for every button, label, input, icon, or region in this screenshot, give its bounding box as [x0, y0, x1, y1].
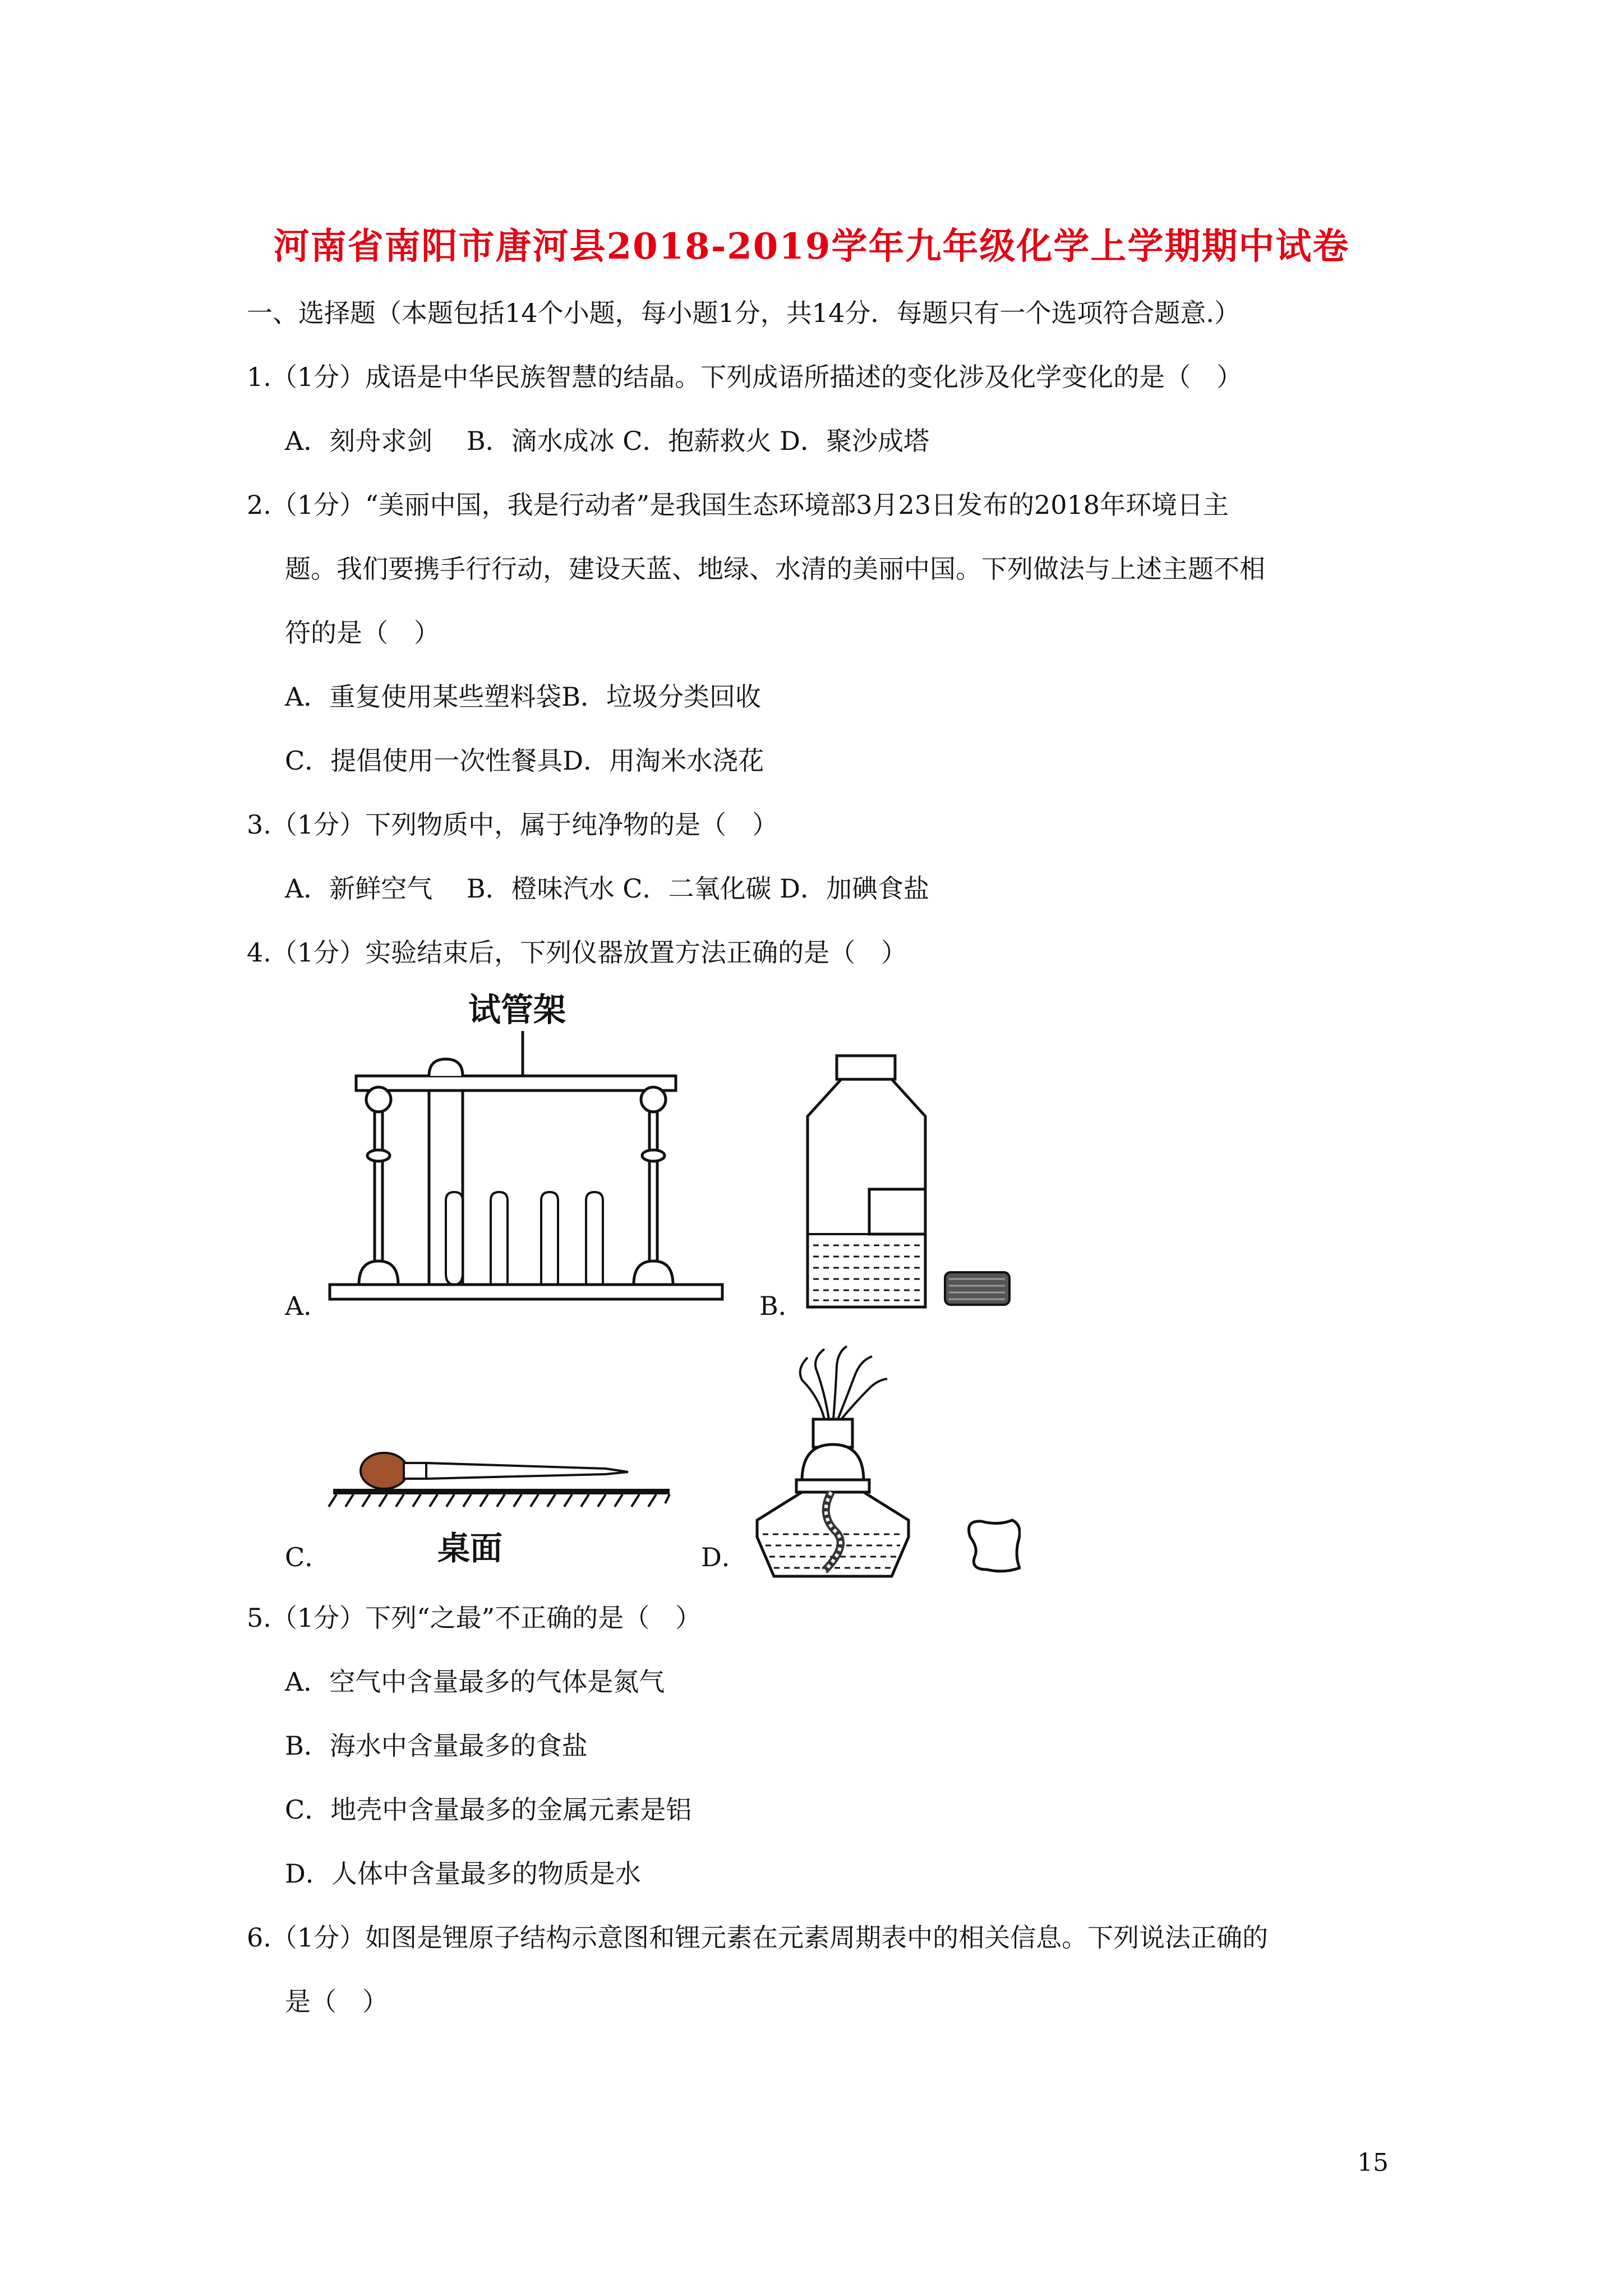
figure-a-label: A． [285, 1291, 330, 1321]
question-5-option-a: A．空气中含量最多的气体是氮气 [285, 1667, 665, 1697]
question-2-stem-line-2: 题。我们要携手行行动，建设天蓝、地绿、水清的美丽中国。下列做法与上述主题不相 [285, 554, 1265, 584]
question-6-stem-line-2: 是（ ） [285, 1986, 388, 2017]
question-5-stem: 5.（1分）下列“之最”不正确的是（ ） [247, 1603, 702, 1633]
page-title: 河南省南阳市唐河县2018-2019学年九年级化学上学期期中试卷 [273, 226, 1350, 268]
question-2-options-cd: C．提倡使用一次性餐具D．用淘米水浇花 [285, 746, 764, 776]
question-5-option-d: D．人体中含量最多的物质是水 [285, 1858, 641, 1889]
question-2-stem-line-3: 符的是（ ） [285, 618, 440, 648]
section-heading: 一、选择题（本题包括14个小题，每小题1分，共14分．每题只有一个选项符合题意.） [247, 298, 1240, 328]
figure-c-label: C． [285, 1542, 331, 1572]
desk-label: 桌面 [437, 1529, 503, 1567]
question-3-stem: 3.（1分）下列物质中，属于纯净物的是（ ） [247, 809, 778, 840]
figure-d-label: D． [701, 1542, 748, 1572]
question-2-stem-line-1: 2.（1分）“美丽中国，我是行动者”是我国生态环境部3月23日发布的2018年环境日主 [247, 490, 1229, 520]
page-number: 15 [1357, 2148, 1389, 2177]
question-1-stem: 1.（1分）成语是中华民族智慧的结晶。下列成语所描述的变化涉及化学变化的是（ ） [247, 362, 1243, 392]
rack-label: 试管架 [468, 991, 566, 1029]
question-5-option-b: B．海水中含量最多的食盐 [285, 1731, 588, 1761]
figure-d-alcohol-lamp [740, 1335, 1021, 1582]
question-4-stem: 4.（1分）实验结束后，下列仪器放置方法正确的是（ ） [247, 937, 907, 968]
question-1-options: A．刻舟求剑 B．滴水成冰 C．抱薪救火 D．聚沙成塔 [285, 426, 929, 456]
figure-a-test-tube-rack [325, 987, 729, 1313]
question-3-options: A．新鲜空气 B．橙味汽水 C．二氧化碳 D．加碘食盐 [285, 873, 929, 904]
question-6-stem-line-1: 6.（1分）如图是锂原子结构示意图和锂元素在元素周期表中的相关信息。下列说法正确的 [247, 1922, 1269, 1953]
figure-c-dropper-on-desk [325, 1442, 684, 1571]
figure-b-label: B． [759, 1291, 804, 1321]
question-5-option-c: C．地壳中含量最多的金属元素是铝 [285, 1795, 692, 1825]
question-2-options-ab: A．重复使用某些塑料袋B．垃圾分类回收 [285, 682, 762, 712]
figure-b-reagent-bottle [785, 1049, 1021, 1313]
